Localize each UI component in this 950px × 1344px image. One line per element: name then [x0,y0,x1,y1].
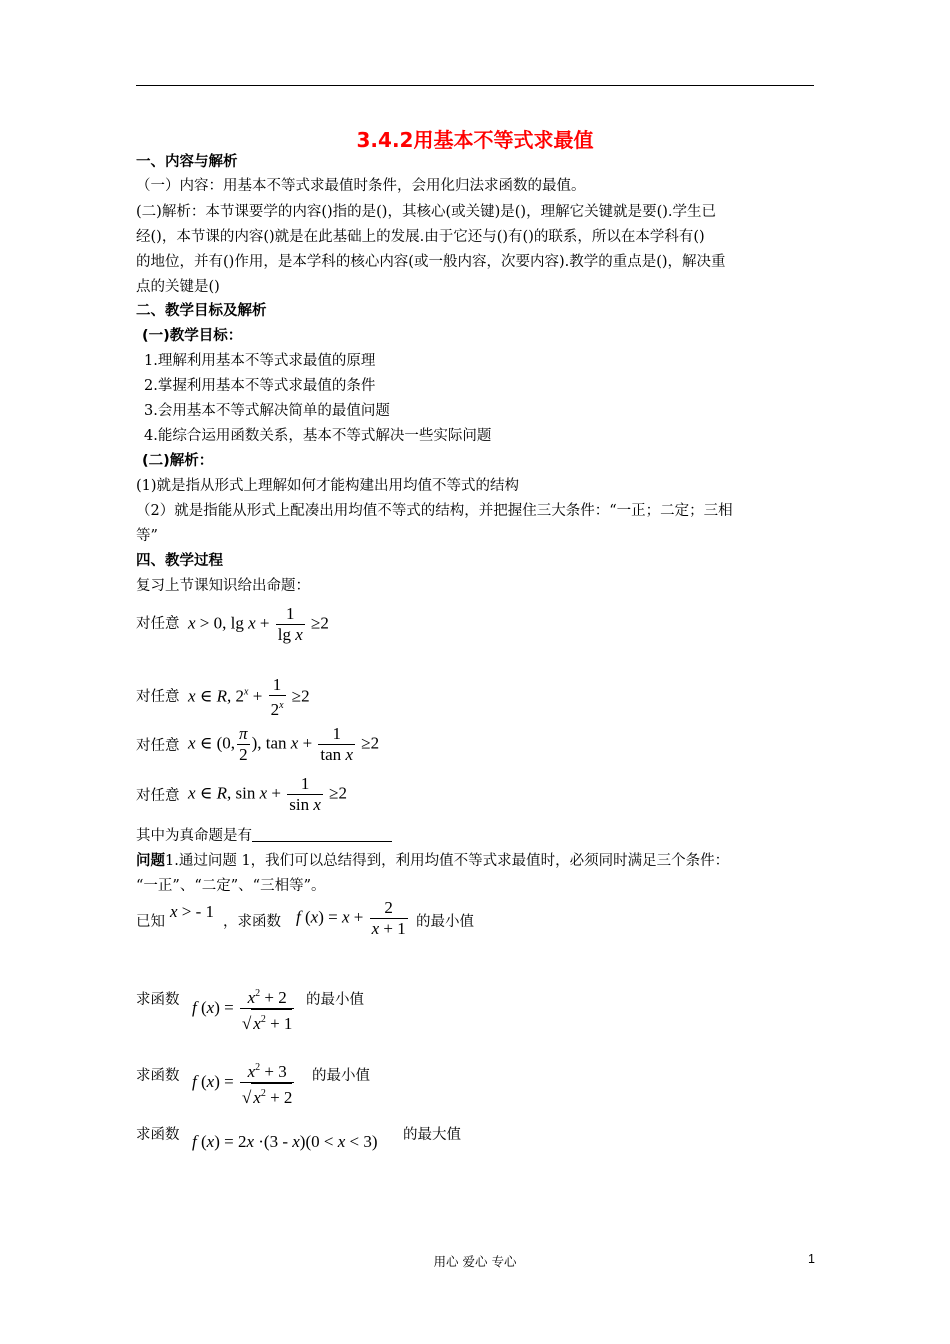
page-footer: 用心 爱心 专心 [433,1254,517,1269]
exercise-1-known: 已知 [136,914,165,930]
prop-2-formula: x ∈ R, $2^x$ + $\frac{1}{2^x}$ ≥2 [188,675,310,719]
exercise-3-suffix: 的最小值 [312,1068,370,1084]
section-heading-content: 一、内容与解析 [136,154,238,170]
page-number: 1 [808,1252,815,1266]
exercise-2-formula: f (x) = $\frac{x^2 + 2}{√ x^2 + 1}$ [192,984,296,1034]
goal-item-3: 3.会用基本不等式解决简单的最值问题 [144,403,390,419]
analysis-item-2: （2）就是指能从形式上配凑出用均值不等式的结构，并把握住三大条件：“一正；二定；三相 [136,503,733,519]
subheading-analysis: (二)解析： [142,453,214,469]
prop-3-formula: x ∈ (0, $\frac{\pi}{2}$ ), tan x + $\frac{1}{\text{tan x}}$ ≥2 [188,724,380,764]
exercise-2-suffix: 的最小值 [306,992,364,1008]
exercise-1-formula: f (x) = x + $\frac{2}{x + 1}$ [296,898,406,938]
exercise-4-formula: f (x) = 2x ·(3 - x)(0 < x < 3) [192,1132,378,1151]
exercise-1-find: ，求函数 [223,914,281,930]
header-rule [136,85,814,86]
exercise-2-prefix: 求函数 [136,992,180,1008]
question-1-text: 1.通过问题 1，我们可以总结得到，利用均值不等式求最值时，必须同时满足三个条件： [165,853,730,869]
analysis-line-4: 点的关键是() [136,279,220,295]
question-1-cont: “一正”、“二定”、“三相等”。 [136,878,326,894]
review-line: 复习上节课知识给出命题： [136,578,310,594]
question-1-line [136,851,729,871]
goal-item-2: 2.掌握利用基本不等式求最值的条件 [144,378,376,394]
goal-item-4: 4.能综合运用函数关系，基本不等式解决一些实际问题 [144,428,492,444]
true-proposition-line [136,826,392,846]
section-heading-process: 四、教学过程 [136,553,223,569]
analysis-line-2: 经()，本节课的内容()就是在此基础上的发展.由于它还与()有()的联系，所以在本学科有() [136,229,705,245]
subheading-goals: (一)教学目标： [142,328,243,344]
analysis-item-2-cont: 等” [136,528,158,544]
exercise-1-suffix: 的最小值 [416,914,474,930]
prop-1-prefix: 对任意 [136,616,180,632]
exercise-1-condition: x > - 1 [170,902,215,921]
prop-2-prefix: 对任意 [136,689,180,705]
true-proposition-text: 其中为真命题是有 [136,828,252,844]
prop-4-prefix: 对任意 [136,788,180,804]
content-line: （一）内容：用基本不等式求最值时条件，会用化归法求函数的最值。 [136,178,586,194]
question-label: 问题 [136,853,165,869]
prop-4-formula: x ∈ R, sin x + $\frac{1}{\text{sin x}}$ ≥2 [188,774,347,814]
analysis-line-3: 的地位，并有()作用，是本学科的核心内容(或一般内容，次要内容).教学的重点是()，解决重 [136,254,726,270]
section-heading-goals: 二、教学目标及解析 [136,303,267,319]
exercise-3-prefix: 求函数 [136,1068,180,1084]
page-title: 3.4.2用基本不等式求最值 [356,128,594,152]
prop-3-prefix: 对任意 [136,738,180,754]
answer-blank [252,827,392,842]
analysis-item-1: (1)就是指从形式上理解如何才能构建出用均值不等式的结构 [136,478,520,494]
prop-1-formula: x > 0, lg x + $\frac{1}{\text{lg x}}$ ≥2 [188,604,329,644]
analysis-line-1: (二)解析：本节课要学的内容()指的是()，其核心(或关键)是()，理解它关键就是要().学生已 [136,204,716,220]
exercise-3-formula: f (x) = $\frac{x^2 + 3}{√ x^2 + 2}$ [192,1058,296,1108]
goal-item-1: 1.理解利用基本不等式求最值的原理 [144,353,376,369]
exercise-4-suffix: 的最大值 [403,1127,461,1143]
exercise-4-prefix: 求函数 [136,1127,180,1143]
